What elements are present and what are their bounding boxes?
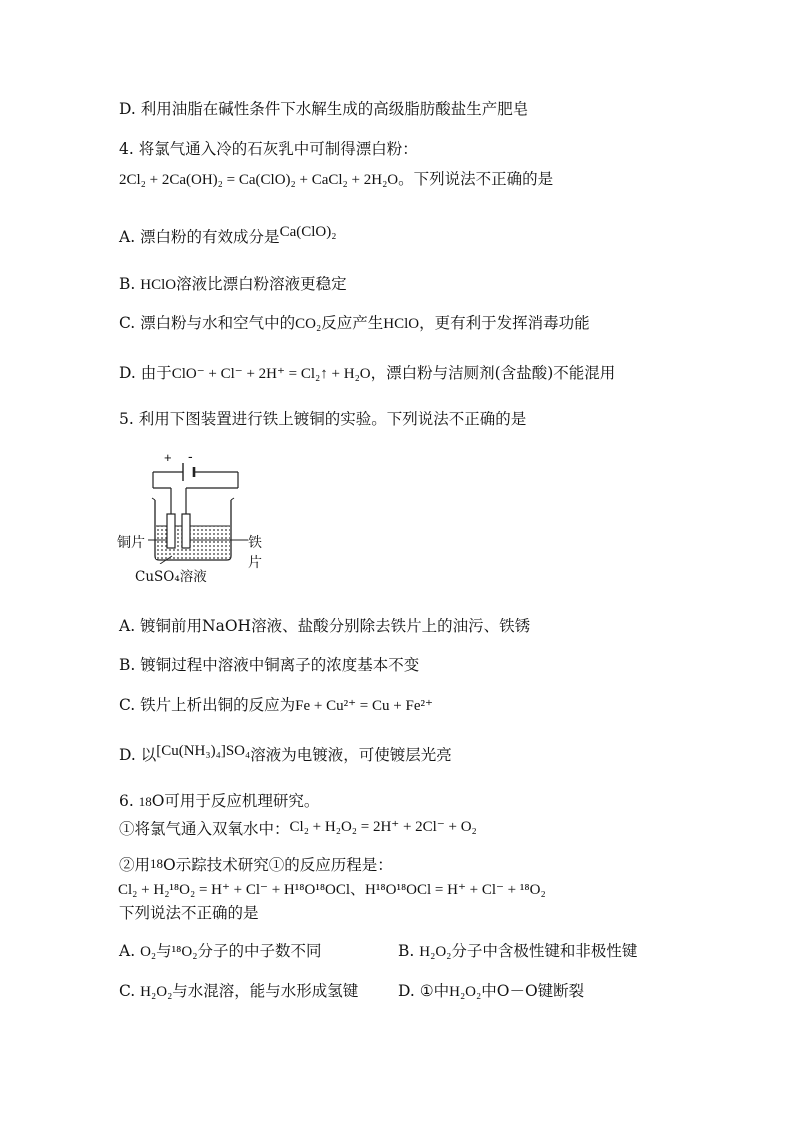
option-label: D. ①中 (398, 982, 450, 1000)
option-text: 与 (156, 942, 172, 960)
step-text: ①将氯气通入双氧水中： (119, 820, 290, 838)
copper-label: 铜片 (117, 535, 145, 551)
step-text: O示踪技术研究①的反应历程是： (163, 856, 393, 874)
equation: ClO⁻ + Cl⁻ + 2H⁺ = Cl₂↑ + H₂O (171, 366, 371, 382)
option-text: D. 以 (119, 746, 157, 764)
question-6-step-2 (119, 854, 393, 877)
equation-tail: 。下列说法不正确的是 (398, 170, 554, 188)
equation: 2Cl₂ + 2Ca(OH)₂ = Ca(ClO)₂ + CaCl₂ + 2H₂O (119, 172, 399, 188)
option-text: C. 漂白粉与水和空气中的 (119, 314, 296, 332)
step-text: ②用 (119, 856, 151, 874)
option-label: A. (119, 942, 136, 960)
question-4-option-b: B. HClO溶液比漂白粉溶液更稳定 (119, 275, 347, 293)
option-text: C. 铁片上析出铜的反应为 (119, 696, 296, 714)
option-label: B. (398, 942, 415, 960)
question-6-option-c (119, 980, 358, 1003)
question-6-stem-2: 下列说法不正确的是 (119, 904, 259, 922)
question-4-stem: 4. 将氯气通入冷的石灰乳中可制得漂白粉： (119, 140, 418, 158)
question-4-option-c (119, 312, 590, 335)
option-text: A. 漂白粉的有效成分是 (119, 228, 280, 246)
formula: H₂O₂ (419, 944, 452, 960)
option-d-q3: D. 利用油脂在碱性条件下水解生成的高级脂肪酸盐生产肥皂 (119, 100, 529, 118)
option-text: 与水混溶，能与水形成氢键 (172, 982, 359, 1000)
option-text: 反应产生 (321, 314, 384, 332)
formula: [Cu(NH₃)₄]SO₄ (156, 743, 251, 759)
formula: H₂O₂ (140, 984, 173, 1000)
question-4-option-d (119, 362, 615, 385)
iron-label: 铁片 (248, 535, 262, 571)
formula: O₂ (140, 944, 157, 960)
isotope-mass: 18 (150, 856, 164, 871)
option-text: 分子的中子数不同 (197, 942, 322, 960)
question-6-step-1 (119, 818, 477, 841)
formula: Ca(ClO)₂ (279, 224, 337, 240)
question-4-equation (119, 168, 553, 191)
formula: CO₂ (295, 316, 322, 332)
option-text: ，更有利于发挥消毒功能 (419, 314, 590, 332)
apparatus-drawing (148, 452, 248, 564)
electroplating-diagram (117, 448, 262, 587)
question-5-stem: 5. 利用下图装置进行铁上镀铜的实验。下列说法不正确的是 (119, 410, 527, 428)
question-6-stem: 6. 18O可用于反应机理研究。 (119, 792, 320, 810)
question-4-option-a (119, 226, 336, 249)
formula: HClO (383, 316, 420, 332)
stem-text: O可用于反应机理研究。 (151, 792, 320, 810)
formula: HClO (140, 277, 177, 293)
isotope-mass: 18 (138, 794, 152, 809)
question-5-option-d (119, 744, 452, 767)
question-5-option-a: A. 镀铜前用NaOH溶液、盐酸分别除去铁片上的油污、铁锈 (119, 617, 531, 635)
option-text: D. 由于 (119, 364, 172, 382)
option-text: 溶液为电镀液，可使镀层光亮 (250, 746, 452, 764)
equation: Cl₂ + H₂¹⁸O₂ = H⁺ + Cl⁻ + H¹⁸O¹⁸OCl、H¹⁸O¹⁸OCl = H⁺ + Cl⁻ + ¹⁸O₂ (118, 882, 546, 898)
question-6-option-a (119, 940, 321, 963)
formula: ¹⁸O₂ (171, 944, 198, 960)
question-5-option-b: B. 镀铜过程中溶液中铜离子的浓度基本不变 (119, 656, 420, 674)
question-6-option-d (398, 980, 584, 1003)
question-6-mechanism (118, 878, 546, 901)
minus-sign: - (188, 448, 193, 464)
question-5-option-c (119, 694, 433, 717)
formula: H₂O₂ (449, 984, 482, 1000)
plus-sign: + (164, 450, 172, 465)
equation: Cl₂ + H₂O₂ = 2H⁺ + 2Cl⁻ + O₂ (289, 819, 477, 835)
question-6-option-b (398, 940, 637, 963)
option-text: 中O－O键断裂 (481, 982, 585, 1000)
option-text: 分子中含极性键和非极性键 (451, 942, 638, 960)
equation: Fe + Cu²⁺ = Cu + Fe²⁺ (295, 698, 433, 714)
option-text: ，漂白粉与洁厕剂(含盐酸)不能混用 (370, 364, 616, 382)
option-text: 溶液比漂白粉溶液更稳定 (176, 275, 347, 293)
solution-label: CuSO₄溶液 (135, 569, 207, 585)
option-label: C. (119, 982, 136, 1000)
